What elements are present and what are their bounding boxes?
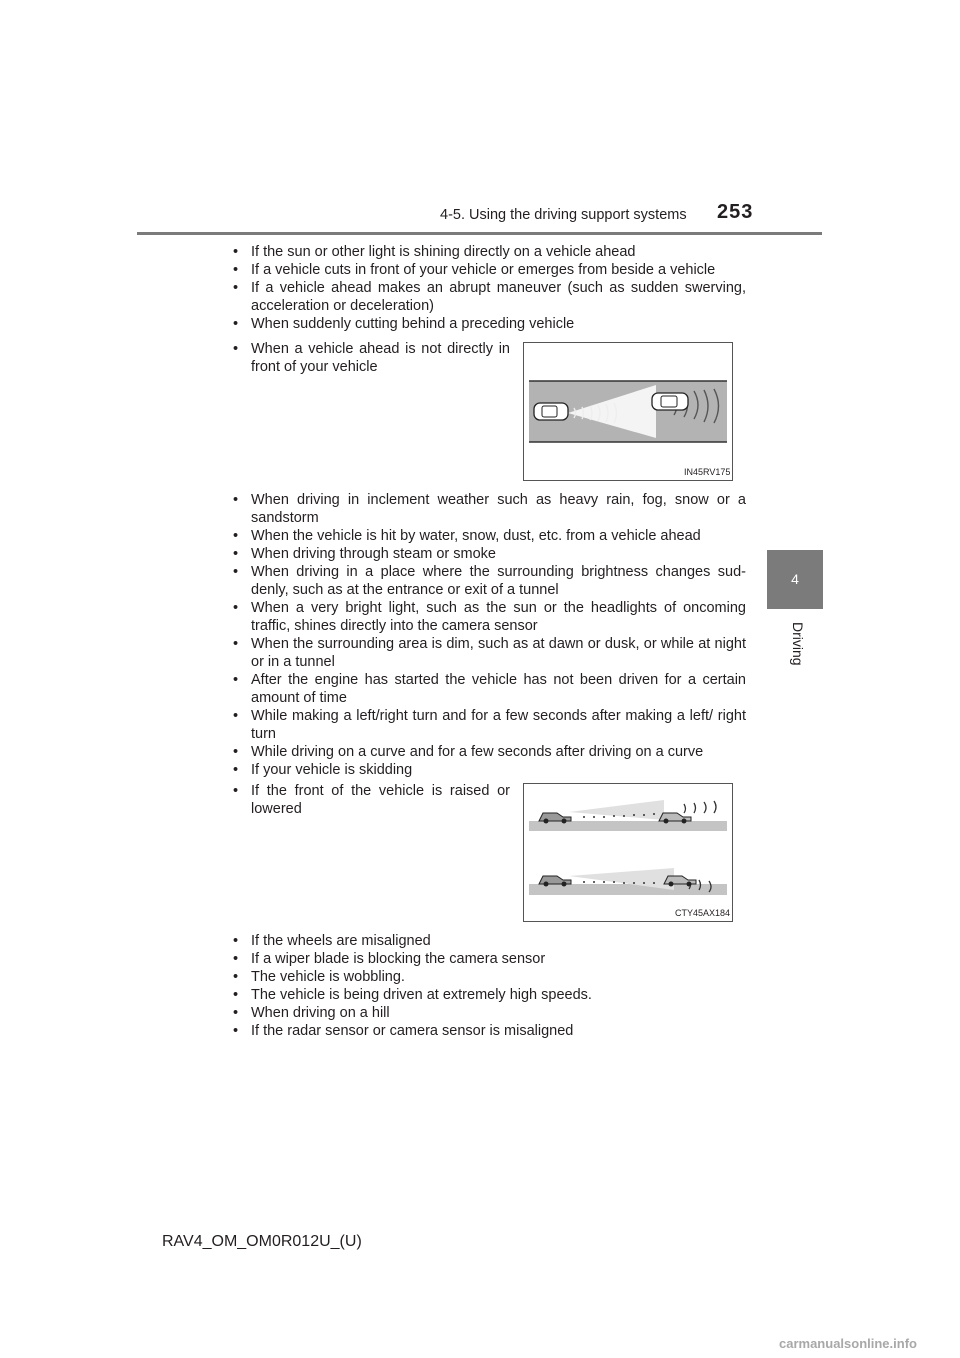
figure-raised-lowered: [523, 783, 733, 922]
list-item: • When a vehicle ahead is not directly in front of your vehicle: [230, 340, 510, 376]
list-item: • If the sun or other light is shining directly on a vehicle ahead: [230, 243, 746, 261]
list-item: • If a vehicle cuts in front of your vehicle or emerges from beside a vehicle: [230, 261, 746, 279]
list-item: • If your vehicle is skidding: [230, 761, 746, 779]
list-item: • When driving through steam or smoke: [230, 545, 746, 563]
condition-list-3: [230, 491, 746, 779]
list-item: • When driving in a place where the surrounding brightness changes sud-denly, such as at the entrance or exit of a tunnel: [230, 563, 746, 599]
page-number: 253: [717, 201, 754, 223]
list-item: • When driving on a hill: [230, 1004, 746, 1022]
figure-code: CTY45AX184: [675, 908, 731, 918]
list-item: • The vehicle is wobbling.: [230, 968, 746, 986]
figure-code: IN45RV175: [684, 467, 731, 477]
list-item: • After the engine has started the vehicle has not been driven for a certain amount of time: [230, 671, 746, 707]
list-item: • While making a left/right turn and for a few seconds after making a left/ right turn: [230, 707, 746, 743]
list-item: • If the radar sensor or camera sensor is misaligned: [230, 1022, 746, 1040]
offset-vehicle-illustration: [524, 343, 732, 480]
list-item: • When suddenly cutting behind a preceding vehicle: [230, 315, 746, 333]
section-title: 4-5. Using the driving support systems: [440, 207, 687, 223]
own-vehicle-icon: [534, 403, 568, 420]
figure-offset-vehicle: [523, 342, 733, 481]
list-item: • When the vehicle is hit by water, snow, dust, etc. from a vehicle ahead: [230, 527, 746, 545]
chapter-number: 4: [791, 571, 799, 587]
condition-list-5: [230, 932, 746, 1040]
list-item: • The vehicle is being driven at extremely high speeds.: [230, 986, 746, 1004]
vehicle-ahead-icon: [652, 393, 688, 410]
chapter-tab[interactable]: [767, 550, 823, 609]
document-id: RAV4_OM_OM0R012U_(U): [162, 1233, 362, 1250]
list-item: • When the surrounding area is dim, such as at dawn or dusk, or while at night or in a tunnel: [230, 635, 746, 671]
chapter-label: Driving: [790, 622, 806, 666]
condition-list-1: [230, 243, 746, 333]
raised-lowered-illustration: [524, 784, 732, 921]
condition-list-4: [230, 782, 510, 818]
list-item: • If the front of the vehicle is raised or lowered: [230, 782, 510, 818]
header-rule: [137, 232, 822, 235]
list-item: • When driving in inclement weather such as heavy rain, fog, snow or a sandstorm: [230, 491, 746, 527]
list-item: • If the wheels are misaligned: [230, 932, 746, 950]
list-item: • If a vehicle ahead makes an abrupt maneuver (such as sudden swerving, acceleration or deceleration): [230, 279, 746, 315]
list-item: • If a wiper blade is blocking the camera sensor: [230, 950, 746, 968]
condition-list-2: [230, 340, 510, 376]
watermark[interactable]: carmanualsonline.info: [779, 1336, 917, 1351]
list-item: • While driving on a curve and for a few seconds after driving on a curve: [230, 743, 746, 761]
list-item: • When a very bright light, such as the sun or the headlights of oncoming traffic, shines directly into the camera sensor: [230, 599, 746, 635]
